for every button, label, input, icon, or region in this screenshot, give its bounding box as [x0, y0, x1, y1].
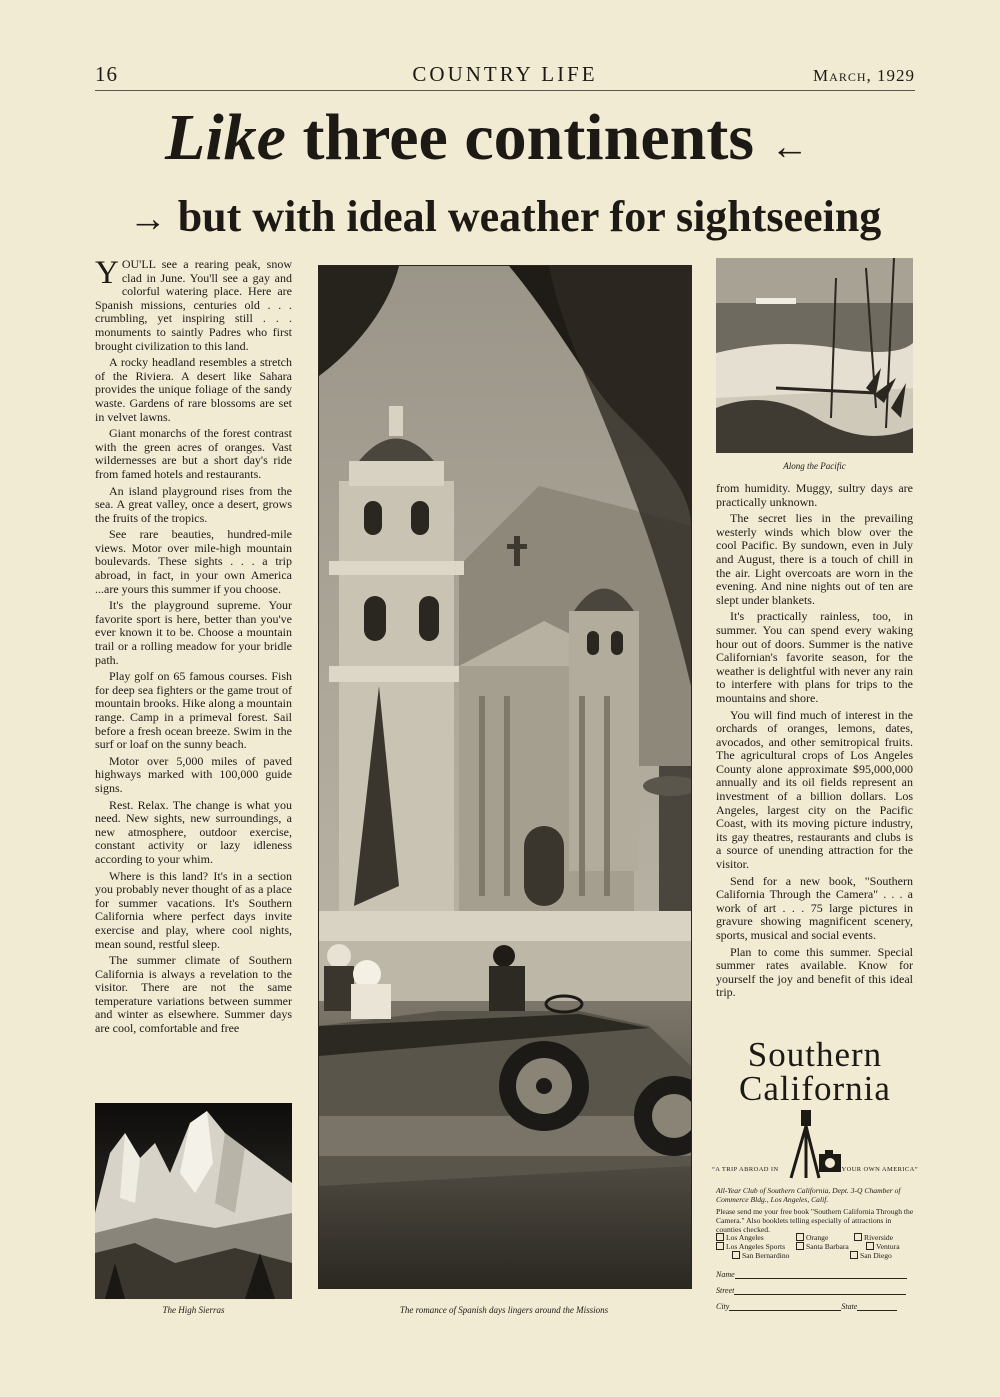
checkbox-icon — [796, 1233, 804, 1241]
paragraph: A rocky headland resembles a stretch of the Riviera. A desert like Sahara provides the unique foliage of the sandy waste. Gardens of rare blossoms are set in velvet lawns. — [95, 355, 292, 424]
header-rule — [95, 90, 915, 91]
paragraph: Play golf on 65 famous courses. Fish for deep sea fighters or the game trout of mountain brooks. Hike along a mountain range. Camp in a primeval forest. Sail before a fresh ocean breeze. Swim in the surf or loaf on the sunny beach. — [95, 669, 292, 752]
checkbox-icon — [850, 1251, 858, 1259]
arrow-left-icon: → — [128, 198, 167, 240]
coupon-request: Please send me your free book "Southern California Through the Camera." Also booklets telling especially of attractions in counties checked. — [716, 1207, 914, 1234]
sierras-caption: The High Sierras — [162, 1305, 225, 1315]
arrow-right-icon: ← — [770, 126, 809, 168]
name-line — [735, 1278, 907, 1279]
paragraph: The summer climate of Southern California is always a revelation to the visitor. There are not the same temperature variations between summer and winter as elsewhere. Summer days are cool, comfortable and free — [95, 953, 292, 1036]
magazine-title: COUNTRY LIFE — [412, 62, 598, 86]
paragraph: See rare beauties, hundred-mile views. Motor over mile-high mountain boulevards. These sights . . . a trip abroad, in fact, in your own America ...are yours this summer if you choose. — [95, 527, 292, 596]
paragraph: You will find much of interest in the orchards of oranges, lemons, dates, avocados, and other semitropical fruits. The agricultural crops of Los Angeles County alone approximate $95,000,000 annually and its oil fields represent an investment of a billion dollars. Los Angeles, largest city on the Pacific Coast, with its moving picture industry, its gay theatres, restaurants and clubs is a source of unending attraction for the visitor. — [716, 707, 913, 872]
mission-photo — [318, 265, 692, 1289]
checkbox-san-diego[interactable]: San Diego — [850, 1251, 892, 1260]
drop-cap: Y — [95, 255, 119, 291]
paragraph: The secret lies in the prevailing westerly winds which blow over the cool Pacific. By sundown, even in July and August, there is a touch of chill in the air. Light overcoats are worn in the evening. And nine nights out of ten are slept under blankets. — [716, 511, 913, 607]
paragraph: It's the playground supreme. Your favorite sport is here, better than you've ever known it to be. Choose a mountain trail or a rolling meadow for your bridle path. — [95, 598, 292, 667]
coupon-address: All-Year Club of Southern California, Dept. 3-Q Chamber of Commerce Bldg., Los Angeles, Calif. — [716, 1186, 901, 1204]
coupon — [716, 1186, 916, 1234]
headline-italic-word: Like — [165, 101, 286, 174]
brand-line-2: California — [739, 1069, 891, 1108]
city-line — [729, 1310, 841, 1311]
tagline — [712, 1166, 918, 1173]
paragraph: from humidity. Muggy, sultry days are practically unknown. — [716, 481, 913, 509]
brand-line-1: Southern — [747, 1035, 883, 1074]
tagline-left: “A TRIP ABROAD IN — [712, 1166, 779, 1173]
headline-line-1 — [165, 98, 865, 177]
checkbox-santa-barbara[interactable]: Santa Barbara — [796, 1242, 849, 1251]
checkbox-icon — [732, 1251, 740, 1259]
street-field[interactable]: Street — [716, 1286, 906, 1295]
paragraph: An island playground rises from the sea. A great valley, once a desert, grows the fruits of the tropics. — [95, 483, 292, 525]
paragraph: Where is this land? It's in a section you probably never thought of as a place for summer vacations. It's Southern California where perfect days invite exercise and play, where cool nights, mean sound, restful sleep. — [95, 868, 292, 951]
left-column — [95, 255, 292, 1039]
headline-line-1-rest: three continents — [302, 101, 755, 174]
checkbox-icon — [866, 1242, 874, 1250]
checkbox-san-bernardino[interactable]: San Bernardino — [732, 1251, 789, 1260]
checkbox-riverside[interactable]: Riverside — [854, 1233, 893, 1242]
page-number: 16 — [95, 62, 118, 86]
pacific-caption: Along the Pacific — [783, 461, 846, 471]
headline-line-2 — [95, 192, 915, 243]
paragraph: It's practically rainless, too, in summer. You can spend every waking hour out of doors. Summer is the native Californian's favorite season, for the weather is delightful with never any rain to interfere with plans for trips to the mountains and shore. — [716, 609, 913, 705]
checkbox-ventura[interactable]: Ventura — [866, 1242, 900, 1251]
street-line — [734, 1294, 906, 1295]
checkbox-los-angeles-sports[interactable]: Los Angeles Sports — [716, 1242, 785, 1251]
paragraph: YOU'LL see a rearing peak, snow clad in June. You'll see a gay and colorful watering place. Here are Spanish missions, centuries old . . . crumbling, yet inspiring still . . . monuments to saintly Padres who first brought civilization to this land. — [95, 255, 292, 353]
tagline-right: YOUR OWN AMERICA” — [841, 1166, 918, 1173]
city-state-field[interactable]: City State — [716, 1302, 897, 1311]
high-sierras-photo — [95, 1103, 292, 1299]
right-column — [716, 482, 913, 1003]
state-line — [857, 1310, 897, 1311]
mission-caption: The romance of Spanish days lingers around the Missions — [399, 1305, 609, 1315]
issue-date: March, 1929 — [813, 66, 915, 85]
checkbox-icon — [796, 1242, 804, 1250]
paragraph: Giant monarchs of the forest contrast with the green acres of oranges. Vast wildernesses are but a short day's ride from famed hotels and restaurants. — [95, 426, 292, 481]
checkbox-icon — [854, 1233, 862, 1241]
headline-line-2-text: but with ideal weather for sightseeing — [177, 192, 882, 241]
paragraph: Send for a new book, "Southern California Through the Camera" . . . a work of art . . . 75 large pictures in gravure showing magnificent scenery, sports, musical and social events. — [716, 873, 913, 942]
checkbox-icon — [716, 1242, 724, 1250]
paragraph: Rest. Relax. The change is what you need. New sights, new surroundings, a new atmosphere, outdoor exercise, constant activity or lazy idleness according to your whim. — [95, 797, 292, 866]
checkbox-los-angeles[interactable]: Los Angeles — [716, 1233, 764, 1242]
pacific-photo — [716, 258, 913, 453]
brand-name — [715, 1035, 915, 1108]
paragraph: Plan to come this summer. Special summer rates available. Know for yourself the joy and benefit of this ideal trip. — [716, 944, 913, 1000]
name-field[interactable]: Name — [716, 1270, 907, 1279]
paragraph: Motor over 5,000 miles of paved highways marked with 100,000 guide signs. — [95, 753, 292, 795]
checkbox-orange[interactable]: Orange — [796, 1233, 828, 1242]
checkbox-icon — [716, 1233, 724, 1241]
